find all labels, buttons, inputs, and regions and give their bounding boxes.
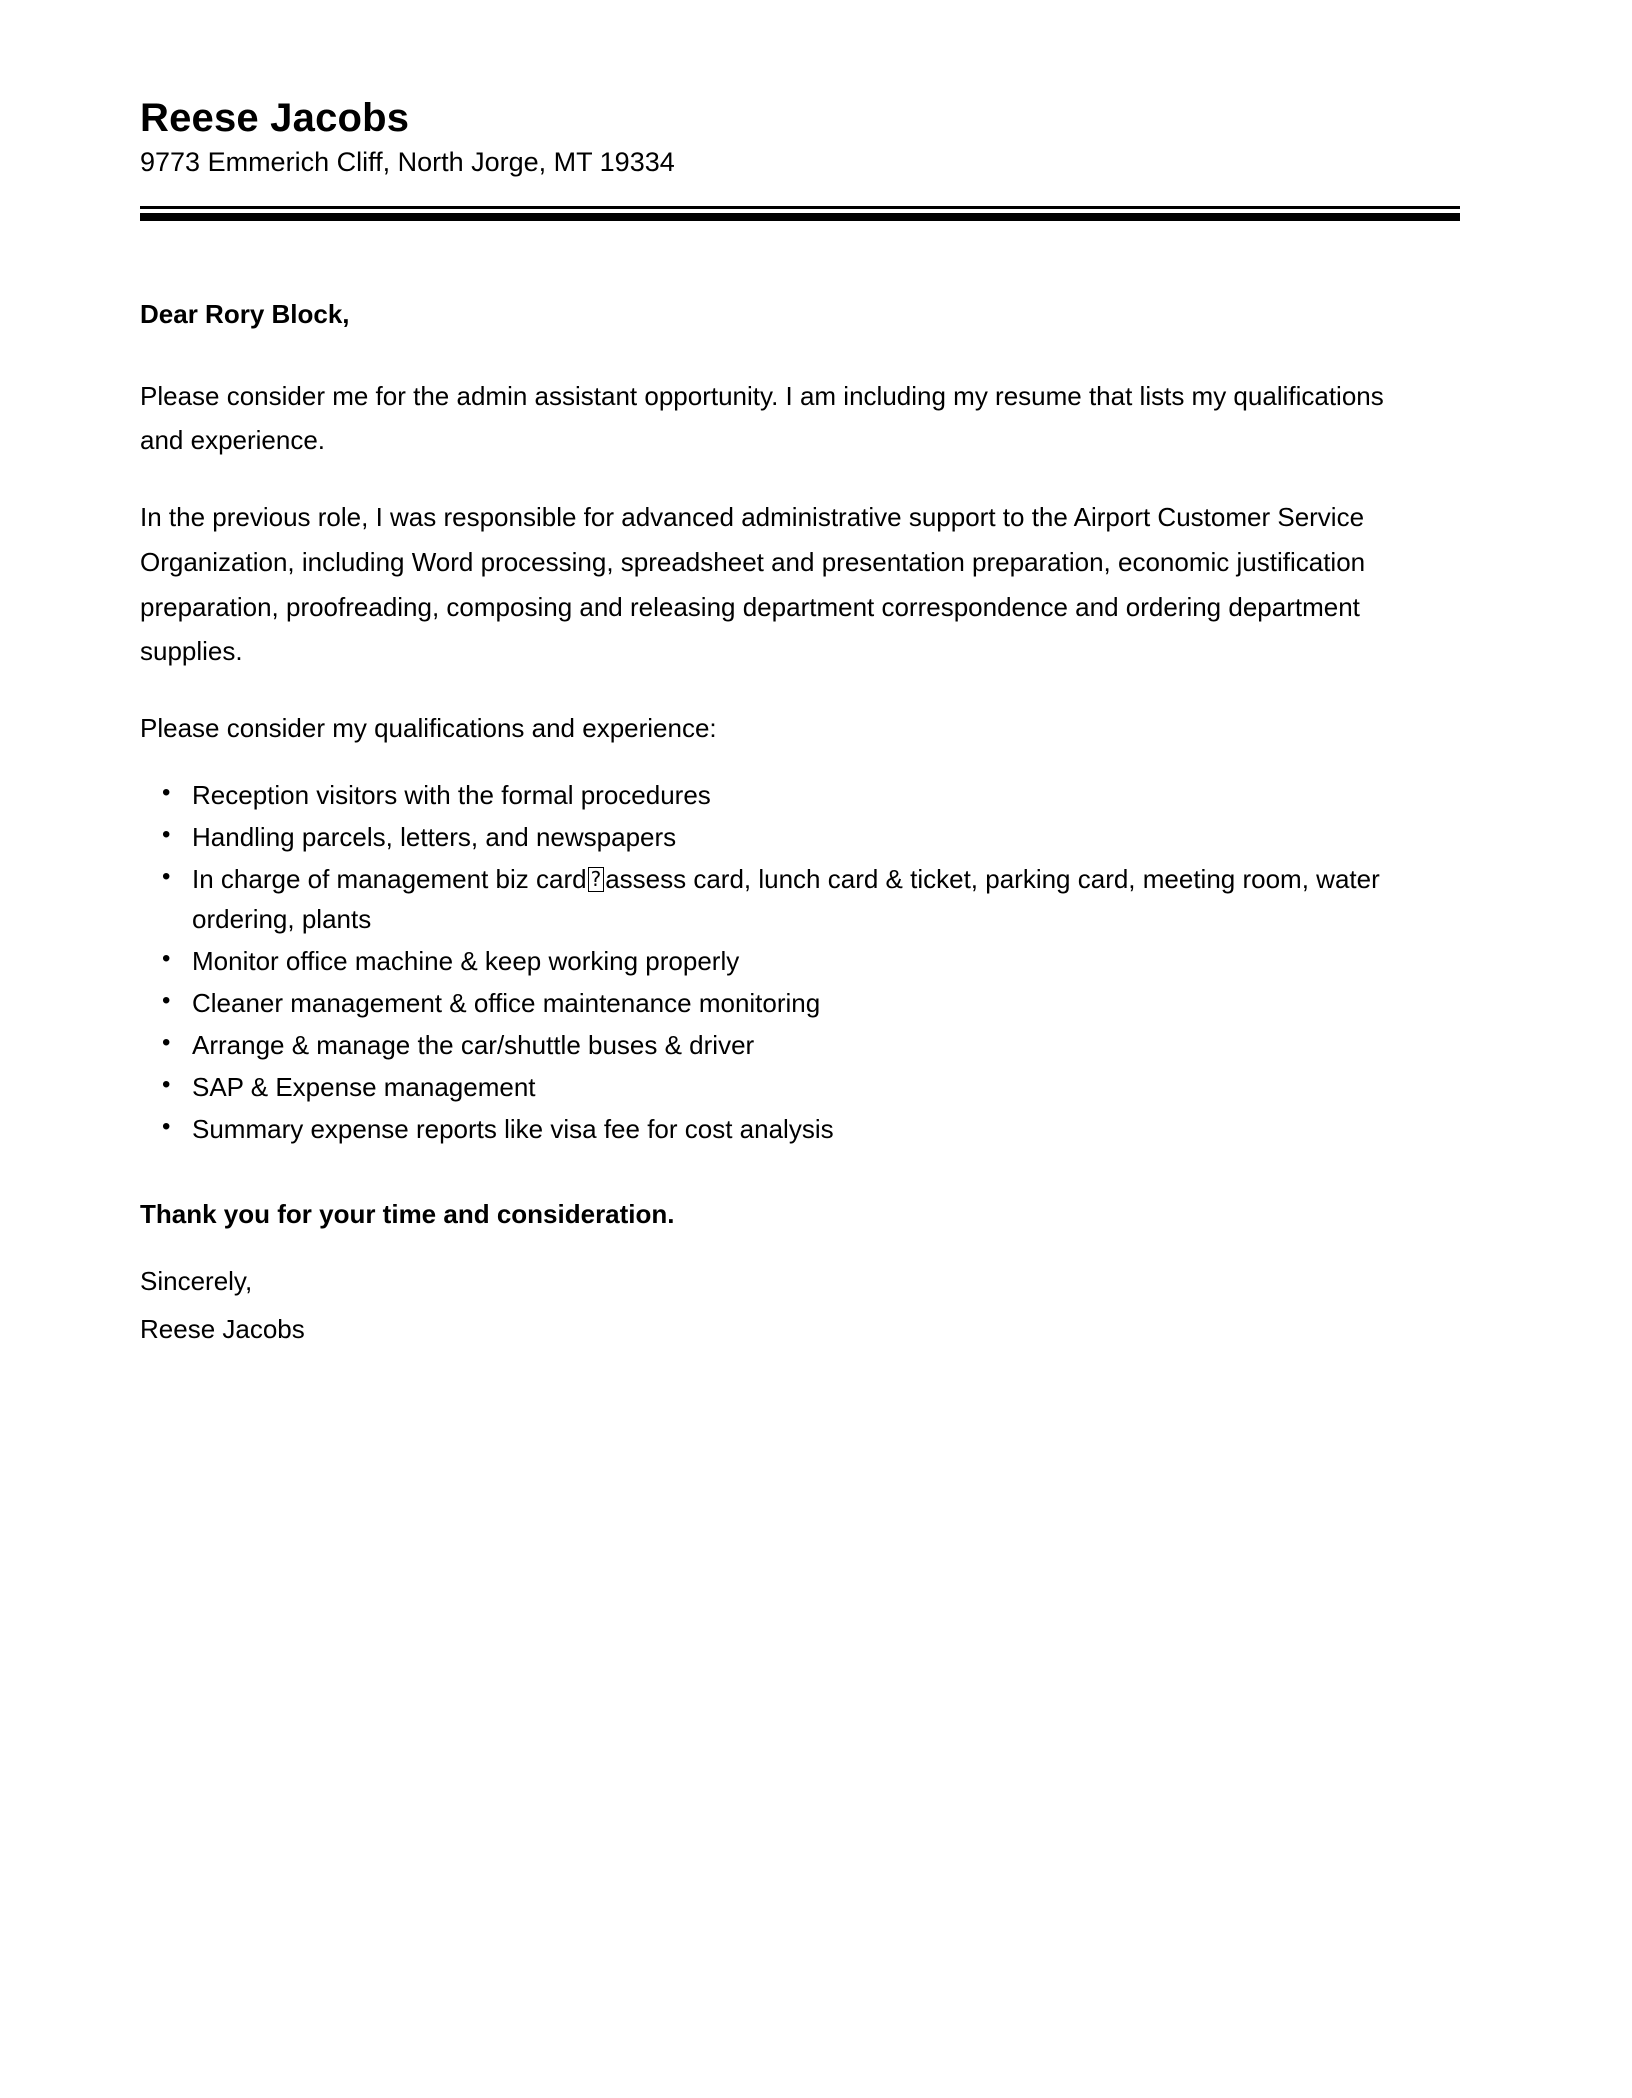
signoff-block: [140, 1266, 1430, 1345]
list-item-text: Summary expense reports like visa fee for cost analysis: [192, 1114, 834, 1145]
sender-address: 9773 Emmerich Cliff, North Jorge, MT 19334: [140, 147, 675, 177]
signoff-name: Reese Jacobs: [140, 1314, 305, 1345]
body-paragraph-1: Please consider me for the admin assistant opportunity. I am including my resume that lists my qualifications and experience.: [140, 380, 1384, 456]
divider-thick-line: [140, 213, 1460, 221]
list-item-text: Monitor office machine & keep working properly: [192, 945, 740, 976]
letter-content: [140, 0, 1480, 1345]
list-item: [140, 817, 1440, 857]
signoff-closing: Sincerely,: [140, 1266, 253, 1297]
list-item-text-part-a: In charge of management biz card: [192, 863, 587, 894]
qualifications-intro: Please consider my qualifications and experience:: [140, 713, 717, 744]
letter-body: [140, 295, 1430, 1345]
sender-name: Reese Jacobs: [140, 96, 410, 140]
list-item: [140, 775, 1440, 815]
list-item: [140, 1109, 1440, 1149]
list-item-text: Reception visitors with the formal procedures: [192, 779, 711, 810]
list-item: [140, 1067, 1440, 1107]
body-paragraph-2: In the previous role, I was responsible for advanced administrative support to the Airport Customer Service Organization, including Word processing, spreadsheet and presentation preparation, economic justification preparation, proofreading, composing and releasing department correspondence and ordering department supplies.: [140, 502, 1366, 667]
list-item-text-part-b: assess card, lunch card & ticket, parking card, meeting room, water ordering, plants: [192, 863, 1380, 934]
salutation: Dear Rory Block,: [140, 298, 350, 329]
list-item: [140, 983, 1440, 1023]
missing-glyph-box: ?: [588, 867, 605, 892]
list-item: [140, 941, 1440, 981]
list-item-text: Cleaner management & office maintenance monitoring: [192, 987, 821, 1018]
qualifications-list: [140, 775, 1440, 1149]
list-item: [140, 859, 1440, 939]
list-item-text: Handling parcels, letters, and newspapers: [192, 821, 677, 852]
header-divider: [140, 206, 1460, 221]
letterhead: [140, 0, 1480, 180]
closing-thanks: Thank you for your time and consideration.: [140, 1199, 675, 1230]
list-item: [140, 1025, 1440, 1065]
list-item-text: Arrange & manage the car/shuttle buses & driver: [192, 1029, 755, 1060]
list-item-text: SAP & Expense management: [192, 1072, 536, 1102]
